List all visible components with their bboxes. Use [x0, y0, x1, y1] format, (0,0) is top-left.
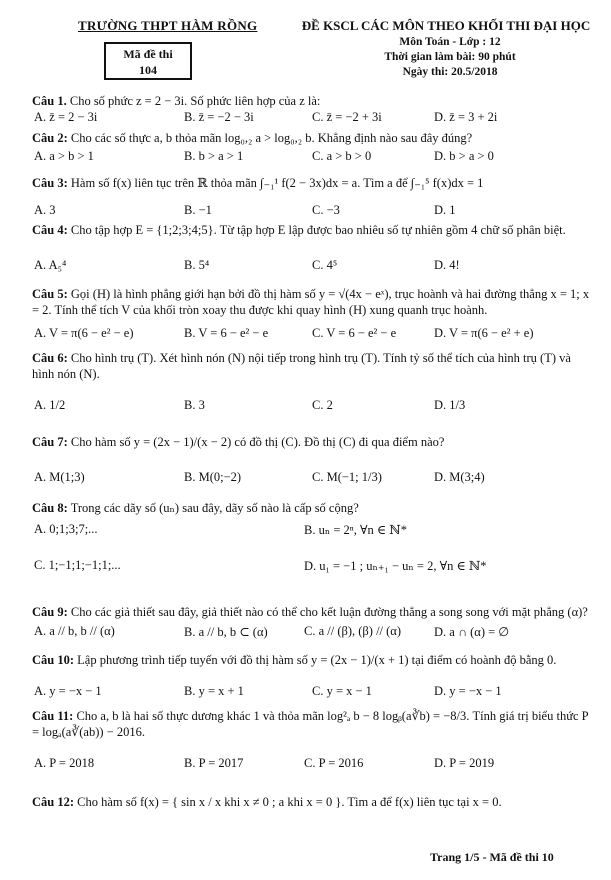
- question-text: Cho hàm số f(x) = { sin x / x khi x ≠ 0 ; a khi x = 0 }. Tìm a để f(x) liên tục tại x = 0.: [77, 795, 502, 809]
- school-name: TRƯỜNG THPT HÀM RỒNG: [78, 18, 258, 33]
- question-label: Câu 11:: [32, 709, 74, 723]
- question-10: [32, 652, 592, 668]
- question-label: Câu 10:: [32, 653, 75, 667]
- question-6: [32, 350, 592, 382]
- option-b[interactable]: B. z̄ = −2 − 3i: [184, 110, 254, 124]
- question-9: [32, 604, 592, 620]
- question-text: Hàm số f(x) liên tục trên ℝ thỏa mãn ∫₋₁¹ f(2 − 3x)dx = a. Tìm a để ∫₋₁⁵ f(x)dx = 1: [70, 176, 484, 190]
- options-3: [34, 203, 594, 219]
- question-label: Câu 9:: [32, 605, 68, 619]
- question-text: Cho tập hợp E = {1;2;3;4;5}. Từ tập hợp E lập được bao nhiêu số tự nhiên gồm 4 chữ số phân biệt.: [70, 223, 566, 237]
- option-b[interactable]: B. b > a > 1: [184, 149, 244, 163]
- option-d[interactable]: D. 1: [434, 203, 456, 217]
- question-text: Cho số phức z = 2 − 3i. Số phức liên hợp của z là:: [69, 94, 321, 108]
- option-d[interactable]: D. u₁ = −1 ; uₙ₊₁ − uₙ = 2, ∀n ∈ ℕ*: [304, 559, 487, 573]
- question-3: [32, 175, 592, 191]
- question-12: [32, 794, 592, 810]
- page-footer: Trang 1/5 - Mã đề thi 10: [430, 850, 554, 864]
- option-b[interactable]: B. y = x + 1: [184, 684, 244, 698]
- option-d[interactable]: D. P = 2019: [434, 756, 495, 770]
- exam-subject: Môn Toán - Lớp : 12: [399, 36, 501, 48]
- option-a[interactable]: A. a > b > 1: [34, 149, 94, 163]
- options-7: [34, 470, 594, 486]
- option-a[interactable]: A. A₅⁴: [34, 258, 67, 272]
- question-1: [32, 93, 592, 109]
- exam-code-label: Mã đề thi: [123, 47, 173, 61]
- option-b[interactable]: B. V = 6 − e² − e: [184, 326, 269, 340]
- option-c[interactable]: C. −3: [312, 203, 340, 217]
- exam-code-box: [104, 42, 192, 80]
- question-label: Câu 3:: [32, 176, 68, 190]
- option-a[interactable]: A. 0;1;3;7;...: [34, 522, 98, 536]
- question-text: Gọi (H) là hình phẳng giới hạn bởi đồ thị hàm số y = √(4x − eˣ), trục hoành và hai đường thẳng x = 1; x = 2. Tính thể tích V của khối tròn xoay thu được khi quay hình (H) xung quanh trục hoành.: [32, 287, 590, 317]
- question-label: Câu 7:: [32, 435, 68, 449]
- question-label: Câu 4:: [32, 223, 68, 237]
- option-a[interactable]: A. M(1;3): [34, 470, 85, 484]
- options-11: [34, 756, 594, 772]
- option-a[interactable]: A. 1/2: [34, 398, 66, 412]
- option-c[interactable]: C. y = x − 1: [312, 684, 372, 698]
- option-c[interactable]: C. a > b > 0: [312, 149, 372, 163]
- option-c[interactable]: C. V = 6 − e² − e: [312, 326, 397, 340]
- option-c[interactable]: C. z̄ = −2 + 3i: [312, 110, 382, 124]
- exam-title: ĐỀ KSCL CÁC MÔN THEO KHỐI THI ĐẠI HỌC: [301, 18, 591, 33]
- option-a[interactable]: A. y = −x − 1: [34, 684, 102, 698]
- option-b[interactable]: B. P = 2017: [184, 756, 244, 770]
- option-b[interactable]: B. 5⁴: [184, 258, 210, 272]
- question-text: Lập phương trình tiếp tuyến với đồ thị hàm số y = (2x − 1)/(x + 1) tại điểm có hoành độ bằng 0.: [77, 653, 557, 667]
- options-1: [34, 110, 594, 126]
- question-4: [32, 222, 592, 238]
- exam-date: Ngày thi: 20.5/2018: [402, 66, 498, 78]
- option-c[interactable]: C. M(−1; 1/3): [312, 470, 382, 484]
- options-9: [34, 624, 594, 640]
- question-text: Trong các dãy số (uₙ) sau đây, dãy số nào là cấp số cộng?: [70, 501, 359, 515]
- question-text: Cho hàm số y = (2x − 1)/(x − 2) có đồ thị (C). Đồ thị (C) đi qua điểm nào?: [70, 435, 445, 449]
- question-label: Câu 1.: [32, 94, 67, 108]
- options-8-row1: [34, 522, 594, 538]
- option-d[interactable]: D. M(3;4): [434, 470, 485, 484]
- option-b[interactable]: B. 3: [184, 398, 205, 412]
- option-d[interactable]: D. b > a > 0: [434, 149, 494, 163]
- option-a[interactable]: A. V = π(6 − e² − e): [34, 326, 134, 340]
- options-5: [34, 326, 594, 342]
- option-b[interactable]: B. a // b, b ⊂ (α): [184, 625, 268, 639]
- option-c[interactable]: C. 2: [312, 398, 333, 412]
- option-a[interactable]: A. a // b, b // (α): [34, 624, 115, 638]
- option-d[interactable]: D. V = π(6 − e² + e): [434, 326, 534, 340]
- question-11: [32, 708, 592, 740]
- question-label: Câu 5:: [32, 287, 68, 301]
- option-a[interactable]: A. P = 2018: [34, 756, 95, 770]
- option-b[interactable]: B. M(0;−2): [184, 470, 242, 484]
- option-a[interactable]: A. z̄ = 2 − 3i: [34, 110, 98, 124]
- option-d[interactable]: D. a ∩ (α) = ∅: [434, 625, 510, 639]
- exam-duration: Thời gian làm bài: 90 phút: [384, 51, 516, 63]
- question-label: Câu 6:: [32, 351, 68, 365]
- option-c[interactable]: C. 4⁵: [312, 258, 338, 272]
- question-label: Câu 2:: [32, 131, 68, 145]
- question-8: [32, 500, 592, 516]
- option-c[interactable]: C. a // (β), (β) // (α): [304, 624, 402, 638]
- option-a[interactable]: A. 3: [34, 203, 56, 217]
- option-b[interactable]: B. −1: [184, 203, 212, 217]
- option-d[interactable]: D. 4!: [434, 258, 460, 272]
- option-d[interactable]: D. 1/3: [434, 398, 466, 412]
- question-text: Cho a, b là hai số thực dương khác 1 và thỏa mãn log²ₐ b − 8 logᵦ(a∛b) = −8/3. Tính giá trị biểu thức P = logₐ(a∛(ab)) − 2016.: [32, 709, 589, 739]
- question-text: Cho các giả thiết sau đây, giả thiết nào có thể cho kết luận đường thẳng a song song với mặt phẳng (α)?: [70, 605, 588, 619]
- option-b[interactable]: B. uₙ = 2ⁿ, ∀n ∈ ℕ*: [304, 523, 407, 537]
- exam-code-value: 104: [139, 63, 157, 77]
- option-c[interactable]: C. 1;−1;1;−1;1;...: [34, 558, 121, 572]
- option-d[interactable]: D. y = −x − 1: [434, 684, 502, 698]
- exam-header: [0, 8, 611, 88]
- options-6: [34, 398, 594, 414]
- question-label: Câu 8:: [32, 501, 68, 515]
- question-2: [32, 130, 592, 146]
- options-10: [34, 684, 594, 700]
- options-2: [34, 149, 594, 165]
- option-d[interactable]: D. z̄ = 3 + 2i: [434, 110, 498, 124]
- question-7: [32, 434, 592, 450]
- question-label: Câu 12:: [32, 795, 75, 809]
- question-text: Cho các số thực a, b thỏa mãn log₀,₂ a > log₀,₂ b. Khẳng định nào sau đây đúng?: [70, 131, 473, 145]
- options-4: [34, 258, 594, 274]
- option-c[interactable]: C. P = 2016: [304, 756, 364, 770]
- question-text: Cho hình trụ (T). Xét hình nón (N) nội tiếp trong hình trụ (T). Tính tỷ số thể tích của hình trụ (T) và hình nón (N).: [32, 351, 571, 381]
- question-5: [32, 286, 592, 318]
- options-8-row2: [34, 558, 594, 574]
